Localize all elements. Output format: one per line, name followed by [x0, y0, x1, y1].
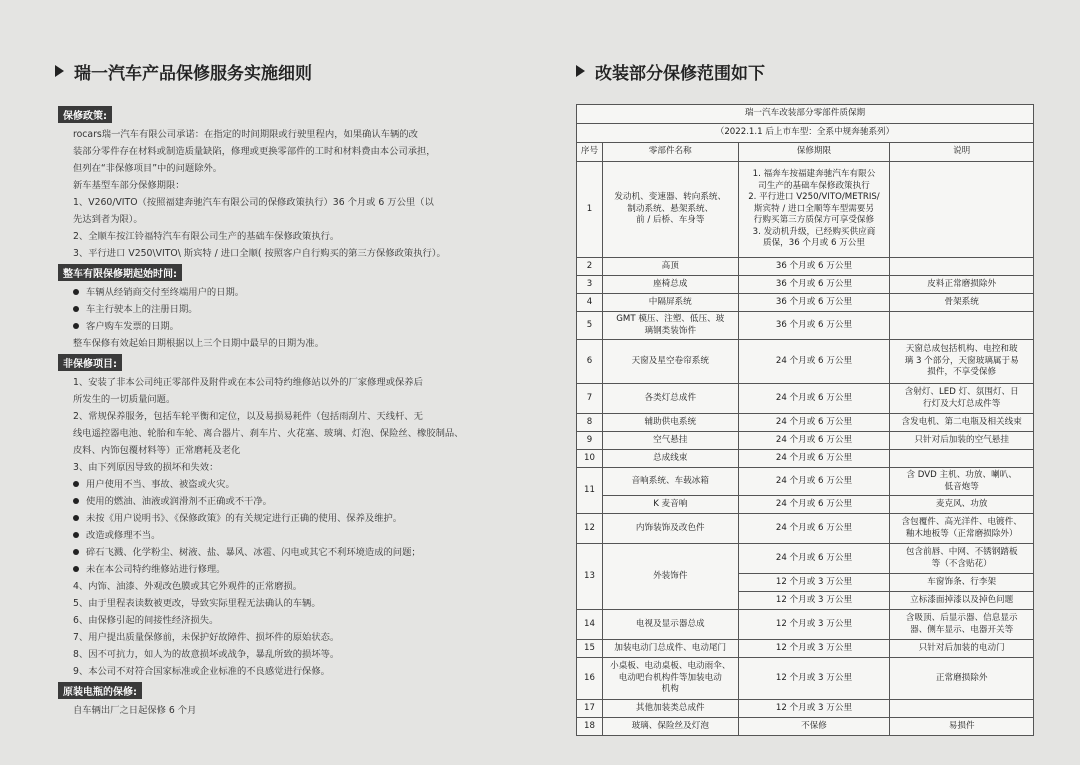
- note: 骨架系统: [890, 294, 1034, 312]
- row-number: 14: [577, 610, 603, 640]
- note: 含包覆件、高光洋件、电镀件、 釉木地板等（正常磨损除外）: [890, 514, 1034, 544]
- left-page: [55, 58, 525, 719]
- line-text: 用户使用不当、事故、被盗或火灾。: [86, 479, 235, 490]
- row-number: 12: [577, 514, 603, 544]
- warranty-period: 24 个月或 6 万公里: [738, 544, 890, 574]
- line-text: 新车基型车部分保修期限：: [73, 180, 185, 191]
- table-row: [577, 544, 1034, 574]
- bullet-item: [55, 301, 525, 318]
- part-name: 高顶: [602, 258, 738, 276]
- line-text: 未按《用户说明书》、《保修政策》的有关规定进行正确的使用、保养及维护。: [86, 513, 403, 524]
- part-name: 外装饰件: [602, 544, 738, 610]
- line-text: 3、由下列原因导致的损坏和失效：: [73, 462, 219, 473]
- table-row: [577, 450, 1034, 468]
- text-line: [55, 646, 525, 663]
- warranty-period: 36 个月或 6 万公里: [738, 294, 890, 312]
- row-number: 15: [577, 640, 603, 658]
- table-row: [577, 468, 1034, 496]
- table-row: [577, 496, 1034, 514]
- bullet-item: [55, 493, 525, 510]
- table-row: [577, 162, 1034, 258]
- text-line: [55, 578, 525, 595]
- row-number: 6: [577, 340, 603, 384]
- warranty-period: 24 个月或 6 万公里: [738, 496, 890, 514]
- line-text: 皮料、内饰包覆材料等）正常磨耗及老化: [73, 445, 241, 456]
- section-label: 整车有限保修期起始时间:: [58, 264, 182, 281]
- part-name: 各类灯总成件: [602, 384, 738, 414]
- bullet-dot-icon: [73, 289, 79, 295]
- line-text: 但列在“非保修项目”中的问题除外。: [73, 163, 223, 174]
- line-text: 所发生的一切质量问题。: [73, 394, 176, 405]
- note: 含射灯、LED 灯、氛围灯、日 行灯及大灯总成件等: [890, 384, 1034, 414]
- line-text: 使用的燃油、油液或润滑剂不正确或不干净。: [86, 496, 272, 507]
- table-row: [577, 294, 1034, 312]
- warranty-period: 12 个月或 3 万公里: [738, 574, 890, 592]
- text-line: [55, 442, 525, 459]
- table-row: [577, 658, 1034, 700]
- right-title-text: 改装部分保修范围如下: [595, 63, 765, 84]
- row-number: 10: [577, 450, 603, 468]
- row-number: 9: [577, 432, 603, 450]
- text-line: [55, 194, 525, 211]
- note: 只针对后加装的空气悬挂: [890, 432, 1034, 450]
- line-text: 9、本公司不对符合国家标准或企业标准的不良感觉进行保修。: [73, 666, 330, 677]
- text-line: [55, 143, 525, 160]
- part-name: 天窗及星空卷帘系统: [602, 340, 738, 384]
- warranty-period: 不保修: [738, 718, 890, 736]
- section-label: 非保修项目:: [58, 354, 122, 371]
- warranty-period: 24 个月或 6 万公里: [738, 514, 890, 544]
- warranty-rules-body: [55, 104, 525, 719]
- part-name: 内饰装饰及改色件: [602, 514, 738, 544]
- row-number: 4: [577, 294, 603, 312]
- line-text: 线电遥控器电池、轮胎和车轮、离合器片、刹车片、火花塞、玻璃、灯泡、保险丝、橡胶制品、: [73, 428, 464, 439]
- line-text: 2、全顺车按江铃福特汽车有限公司生产的基础车保修政策执行。: [73, 231, 340, 242]
- note: 含 DVD 主机、功放、喇叭、 低音炮等: [890, 468, 1034, 496]
- text-line: [55, 425, 525, 442]
- note: 立标漆面掉漆以及掉色问题: [890, 592, 1034, 610]
- text-line: [55, 160, 525, 177]
- line-text: 改造或修理不当。: [86, 530, 161, 541]
- text-line: [55, 408, 525, 425]
- note: 皮料正常磨损除外: [890, 276, 1034, 294]
- table-subtitle: （2022.1.1 后上市车型：全系中规奔驰系列）: [577, 124, 1034, 143]
- part-name: 中隔屏系统: [602, 294, 738, 312]
- part-name: 座椅总成: [602, 276, 738, 294]
- text-line: [55, 702, 525, 719]
- part-name: GMT 模压、注塑、低压、玻 璃钢类装饰件: [602, 312, 738, 340]
- bullet-item: [55, 476, 525, 493]
- warranty-table: [576, 104, 1034, 736]
- text-line: [55, 459, 525, 476]
- warranty-period: 12 个月或 3 万公里: [738, 610, 890, 640]
- row-number: 16: [577, 658, 603, 700]
- note: [890, 450, 1034, 468]
- section-label: 保修政策:: [58, 106, 112, 123]
- line-text: 6、由保修引起的间接性经济损失。: [73, 615, 219, 626]
- bullet-dot-icon: [73, 549, 79, 555]
- warranty-period: 36 个月或 6 万公里: [738, 258, 890, 276]
- bullet-item: [55, 510, 525, 527]
- line-text: 3、平行进口 V250\VITO\ 斯宾特 / 进口全顺( 按照客户自行购买的第三方保修政策执行）。: [73, 248, 446, 259]
- row-number: 18: [577, 718, 603, 736]
- line-text: 装部分零件存在材料或制造质量缺陷，修理或更换零部件的工时和材料费由本公司承担，: [73, 146, 436, 157]
- warranty-period: 24 个月或 6 万公里: [738, 432, 890, 450]
- row-number: 1: [577, 162, 603, 258]
- row-number: 3: [577, 276, 603, 294]
- table-row: [577, 640, 1034, 658]
- warranty-period: 12 个月或 3 万公里: [738, 640, 890, 658]
- warranty-period: 12 个月或 3 万公里: [738, 592, 890, 610]
- warranty-period: 12 个月或 3 万公里: [738, 658, 890, 700]
- line-text: 8、因不可抗力，如人为的故意损坏或战争，暴乱所致的损坏等。: [73, 649, 340, 660]
- line-text: 整车保修有效起始日期根据以上三个日期中最早的日期为准。: [73, 338, 325, 349]
- line-text: 2、常规保养服务，包括车轮平衡和定位，以及易损易耗件（包括雨刮片、天线杆、无: [73, 411, 423, 422]
- line-text: 4、内饰、油漆、外观改色膜或其它外观件的正常磨损。: [73, 581, 303, 592]
- warranty-period: 24 个月或 6 万公里: [738, 468, 890, 496]
- bullet-item: [55, 318, 525, 335]
- part-name: 其他加装类总成件: [602, 700, 738, 718]
- warranty-period: 24 个月或 6 万公里: [738, 450, 890, 468]
- table-row: [577, 276, 1034, 294]
- part-name: 辅助供电系统: [602, 414, 738, 432]
- right-page: [576, 58, 1036, 736]
- text-line: [55, 663, 525, 680]
- bullet-dot-icon: [73, 481, 79, 487]
- text-line: [55, 374, 525, 391]
- part-name: 发动机、变速器、转向系统、 制动系统、悬架系统、 前 / 后桥、车身等: [602, 162, 738, 258]
- text-line: [55, 629, 525, 646]
- table-row: [577, 432, 1034, 450]
- row-number: 2: [577, 258, 603, 276]
- line-text: 车辆从经销商交付至终端用户的日期。: [86, 287, 245, 298]
- part-name: 电视及显示器总成: [602, 610, 738, 640]
- table-row: [577, 312, 1034, 340]
- table-row: [577, 700, 1034, 718]
- note: 包含前唇、中网、不锈钢踏板 等（不含贴花）: [890, 544, 1034, 574]
- row-number: 8: [577, 414, 603, 432]
- section-label: 原装电瓶的保修:: [58, 682, 142, 699]
- note: 正常磨损除外: [890, 658, 1034, 700]
- warranty-period: 1. 福奔车按福建奔驰汽车有限公 司生产的基础车保修政策执行 2. 平行进口 V250/VITO/METRIS/ 斯宾特 / 进口全顺等车型需要另 行购买第三方质保方可享受保修 3. 发动机升级，已经购买供应商 质保，36 个月或 6 万公里: [738, 162, 890, 258]
- text-line: [55, 245, 525, 262]
- note: 车窗饰条、行李架: [890, 574, 1034, 592]
- line-text: 先达到者为限）。: [73, 214, 143, 225]
- text-line: [55, 595, 525, 612]
- warranty-period: 36 个月或 6 万公里: [738, 312, 890, 340]
- warranty-period: 36 个月或 6 万公里: [738, 276, 890, 294]
- table-row: [577, 718, 1034, 736]
- text-line: [55, 335, 525, 352]
- bullet-dot-icon: [73, 532, 79, 538]
- text-line: [55, 211, 525, 228]
- warranty-period: 12 个月或 3 万公里: [738, 700, 890, 718]
- line-text: 1、安装了非本公司纯正零部件及附件或在本公司特约维修站以外的厂家修理或保养后: [73, 377, 423, 388]
- note: [890, 162, 1034, 258]
- text-line: [55, 612, 525, 629]
- table-row: [577, 610, 1034, 640]
- bullet-item: [55, 544, 525, 561]
- note: 易损件: [890, 718, 1034, 736]
- part-name: 总成线束: [602, 450, 738, 468]
- table-row: [577, 414, 1034, 432]
- left-title: [55, 58, 525, 84]
- bullet-dot-icon: [73, 498, 79, 504]
- warranty-period: 24 个月或 6 万公里: [738, 414, 890, 432]
- bullet-item: [55, 284, 525, 301]
- row-number: 5: [577, 312, 603, 340]
- text-line: [55, 228, 525, 245]
- bullet-item: [55, 527, 525, 544]
- table-row: [577, 384, 1034, 414]
- row-number: 13: [577, 544, 603, 610]
- note: [890, 700, 1034, 718]
- part-name: 小桌板、电动桌板、电动雨伞、 电动吧台机构件等加装电动 机构: [602, 658, 738, 700]
- part-name: 音响系统、车载冰箱: [602, 468, 738, 496]
- note: 含吸顶、后显示器、信息显示 器、侧车显示、电器开关等: [890, 610, 1034, 640]
- note: 只针对后加装的电动门: [890, 640, 1034, 658]
- header-no: 序号: [577, 143, 603, 162]
- line-text: 车主行驶本上的注册日期。: [86, 304, 198, 315]
- bullet-dot-icon: [73, 323, 79, 329]
- note: 天窗总成包括机构、电控和玻 璃 3 个部分，天窗玻璃属于易 损件，不享受保修: [890, 340, 1034, 384]
- triangle-bullet-icon: [576, 65, 585, 77]
- note: [890, 312, 1034, 340]
- left-title-text: 瑞一汽车产品保修服务实施细则: [74, 63, 312, 84]
- row-number: 17: [577, 700, 603, 718]
- line-text: 7、用户提出质量保修前，未保护好故障件、损坏件的原始状态。: [73, 632, 340, 643]
- triangle-bullet-icon: [55, 65, 64, 77]
- table-title: 瑞一汽车改装部分零部件质保期: [577, 105, 1034, 124]
- header-part: 零部件名称: [602, 143, 738, 162]
- line-text: 碎石飞溅、化学粉尘、树液、盐、暴风、冰雹、闪电或其它不利环境造成的问题；: [86, 547, 421, 558]
- part-name: 空气悬挂: [602, 432, 738, 450]
- right-title: [576, 58, 1036, 84]
- line-text: 自车辆出厂之日起保修 6 个月: [73, 705, 197, 716]
- warranty-period: 24 个月或 6 万公里: [738, 340, 890, 384]
- table-row: [577, 514, 1034, 544]
- line-text: 5、由于里程表读数被更改，导致实际里程无法确认的车辆。: [73, 598, 321, 609]
- line-text: 未在本公司特约维修站进行修理。: [86, 564, 226, 575]
- part-name: K 麦音响: [602, 496, 738, 514]
- bullet-dot-icon: [73, 306, 79, 312]
- table-row: [577, 258, 1034, 276]
- warranty-period: 24 个月或 6 万公里: [738, 384, 890, 414]
- note: 麦克风、功放: [890, 496, 1034, 514]
- line-text: 客户购车发票的日期。: [86, 321, 179, 332]
- part-name: 玻璃、保险丝及灯泡: [602, 718, 738, 736]
- text-line: [55, 177, 525, 194]
- row-number: 11: [577, 468, 603, 514]
- row-number: 7: [577, 384, 603, 414]
- bullet-dot-icon: [73, 566, 79, 572]
- header-note: 说明: [890, 143, 1034, 162]
- bullet-dot-icon: [73, 515, 79, 521]
- text-line: [55, 126, 525, 143]
- line-text: 1、V260/VITO（按照福建奔驰汽车有限公司的保修政策执行）36 个月或 6 万公里（以: [73, 197, 434, 208]
- table-row: [577, 340, 1034, 384]
- part-name: 加装电动门总成件、电动尾门: [602, 640, 738, 658]
- note: [890, 258, 1034, 276]
- bullet-item: [55, 561, 525, 578]
- line-text: rocars瑞一汽车有限公司承诺：在指定的时间期限或行驶里程内，如果确认车辆的改: [73, 129, 418, 140]
- text-line: [55, 391, 525, 408]
- header-period: 保修期限: [738, 143, 890, 162]
- note: 含发电机、第二电瓶及相关线束: [890, 414, 1034, 432]
